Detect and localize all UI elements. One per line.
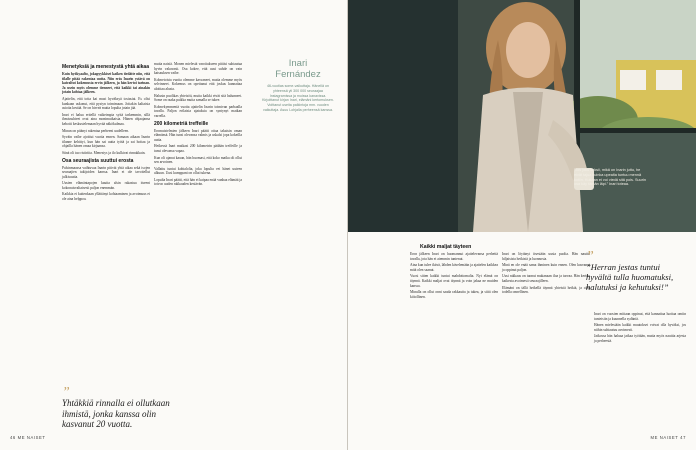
paragraph: Minä en ole enää sama ihminen kuin ennen. Olen kasvanut ja oppinut paljon. [502, 263, 590, 272]
portrait-photo [348, 0, 696, 232]
paragraph: Kun oli ajanut kauan, hän huomasi, että koko matka oli ollut sen arvoinen. [154, 155, 242, 165]
quote-mark-icon: ” [586, 249, 594, 264]
right-column-3 [594, 312, 686, 346]
pull-quote-text: Yhtäkkiä rinnalla ei ollutkaan ihmistä, jonka kanssa olin kasvanut 20 vuotta. [62, 398, 170, 429]
pull-quote-text: ”Herran jestas tuntui hyvältä tulla huomatuksi, halutuksi ja kehutuksi!” [586, 262, 674, 292]
paragraph: Elämäni on tällä hetkellä täynnä yhteisiä hetkiä, ja olen todella onnellinen. [502, 285, 590, 295]
paragraph: Kaikkia ei kuitenkaan yllättänyt kohtaaminen ja avoimuus ei ole aina helppoa. [62, 192, 150, 202]
paragraph: Minulla on ollut onni saada rakkautta ja tukea, ja siitä olen kiitollinen. [410, 290, 498, 299]
paragraph: Inari on löytänyt itsestään uusia puolia. Hän nauttii hiljaisista hetkistä ja luonnosta. [502, 252, 590, 261]
paragraph: Lopulta Inari päätti, että hän ei kaipaa enää vanhaa elämää ja toivoo uuden rakkauden kestävän. [154, 177, 242, 187]
paragraph: Kolmetoista vuotta olemme kasvaneet, mutta olemme myös selvinneet. Kokemus on opettanut että joskus kannattaa aloittaa alusta. [154, 77, 242, 91]
intro-heading: Menetyksiä ja menestystä yhtä aikaa [62, 64, 149, 70]
paragraph: Eron jälkeen Inari on huomannut ajattelevansa perhettä tavalla, jota hän ei aiemmin tuntenut. [410, 252, 498, 261]
right-page [348, 0, 696, 450]
paragraph: Kolmekymmentä vuotta ajattelin Inarin toimivan parhaalla tavalla. Paljon erilaisia ajatuksia on syntynyt matkan varrella. [154, 104, 242, 118]
section-heading: 200 kilometriä treffeille [154, 120, 209, 127]
right-column-2 [502, 252, 590, 297]
paragraph: Syväin vaihe ajoittui vuotta ennen. Samaan aikaan Inarin tilanne kehittyi, kun hän sai uutta työtä ja sai hoitaa ja ohjailla hänen omaa kirjaansa. [62, 135, 150, 149]
pull-quote [586, 249, 686, 292]
paragraph: muita naisiä. Monen mielestä varoitukseen pitäisi suhtautua hyvin vakavasti. Osa kokee, että uusi suhde on vain katsauksen vaihe. [154, 62, 242, 76]
paragraph: Siinä oli tuo ristiriita. Menestys ja ilo kulkivat rinnakkain. [62, 150, 146, 155]
left-column-2 [154, 62, 242, 189]
bio-text: 46-vuotias some-vaikuttaja. Hänellä on yhteensä yli 300 000 seuraajaa Instagramissa ja muissa kanavissa. Kirjoittanut kirjan Inari, elämäni kertomuksen. Voittanut useita palkintoja mm. vuoden vaikuttaja. Asuu Lohjalla perheensä kanssa. [262, 84, 334, 112]
paragraph: Vallattu tuntui kohtalolta, joka lopulta vei hänet uuteen alkuun. Uusi kumppani on ollut tukena. [154, 166, 242, 176]
quote-mark-icon: ” [62, 385, 70, 400]
paragraph: Palsinmaassa vaihtuvaa Inarin pitivät yhtä aikaa sekä isojen seuraajien tukijoiden kanssa. Inari ei ole tavoitellut julkisuutta. [62, 165, 150, 179]
paragraph: Halusin puolikas yhteisöä, mutta kaikki eivät sitä halunneet. Some on raaka paikka mutta samalla se tukee. [154, 93, 242, 103]
paragraph: Inari on vuosien mittaan oppinut, että kannattaa luottaa omiin tunteisiin ja kuunnella sydäntä. [594, 312, 686, 321]
pull-quote [62, 385, 172, 430]
paragraph: Uusi rakkaus on tuonut mukanaan iloa ja turvaa. Hän kertoo kaikesta avoimesti seuraajilleen. [502, 274, 590, 283]
left-column-1 [62, 62, 150, 204]
bio-box [262, 58, 334, 113]
bio-name-first: Inari [288, 58, 308, 69]
paragraph: Hetkessä Inari matkasi 200 kilometrin päähän treffeille ja tunsi olevansa vapaa. [154, 144, 242, 153]
portrait-illustration [348, 0, 696, 232]
paragraph: Ajattelin, että totta kai must hyväksyä tosiasiat. Es olisi kunkaan uskonut, että pystyn toimimaan. Joitakin kaltaisia asioita kestää. Se on hirveä mutta lopulta jotain jää. [62, 96, 150, 111]
paragraph: Eromuistelmien jälkeen Inari päätti ottaa takaisin oman elämänsä. Hän tunsi olevansa valmis ja uskalsi jopa kokeilla uutta. [154, 128, 242, 142]
paragraph: Uusien elämäntapojen kautta alsin rakastua itseeni kokonaisvaltaisesti paljon enemmän. [62, 181, 150, 190]
paragraph: Minun on pitänyt rakentaa perheeni uudelleen. [62, 128, 130, 133]
paragraph: Vuosi sitten kaikki tuntui mahdottomalta. Nyt elämä on täynnä. Kaikki maljat ovat täynnä ja voin jakaa ne muiden kanssa. [410, 274, 498, 288]
right-column-1 [410, 252, 498, 301]
paragraph: Hänen mielestään kaikki muutokset voivat olla hyväksi, jos niihin suhtautuu avoimesti. [594, 323, 686, 332]
page-number-left: 46 ME NAISET [10, 435, 46, 440]
paragraph: Jatkossa hän haluaa jatkaa työtään, mutta myös nauttia arjesta ja perheestä. [594, 334, 686, 343]
paragraph: Aina kun tulee ikävä, lähden kävelemään ja ajattelen kaikkea mitä olen saanut. [410, 263, 498, 272]
bio-name-last: Fernández [275, 69, 321, 80]
paragraph: Inari ei halua eritellä vaikeimpia syitä tarkemmin, sillä ihmissuhteet ovat aina monimutkaisia. Hänen ohjaajansa kehotti keskustelemaan hyvää näkökulmaa. [62, 112, 150, 126]
photo-caption: ”Jos joku keksii, mikä on Inarin juttu, he eivät tajua kuinka upealta tuntuu mennä kotiin. Kukaan ei voi viedä sitä pois. Suurin osa käy tämän läpi.” Inari toteaa. [574, 168, 646, 187]
section-heading: Osa seuraajista suuttui erosta [62, 157, 134, 164]
paragraph: Kuin hyökyaalto, jokapyykkiset kaiken tiedätte niin, että tilalle pitää rakentaa uutta. Niin eräs Inarin ystävä on kaivaltut kokemusta ervin jälkeen, ja hän kertoi tarinan. Ja usein myös olemme tienneet, että kaikki tai ainakin jotain kohtaa jälkeen. [62, 72, 150, 95]
section-heading: Kaikki maljat täyteen [420, 244, 472, 250]
page-number-right: ME NAISET 47 [650, 435, 686, 440]
